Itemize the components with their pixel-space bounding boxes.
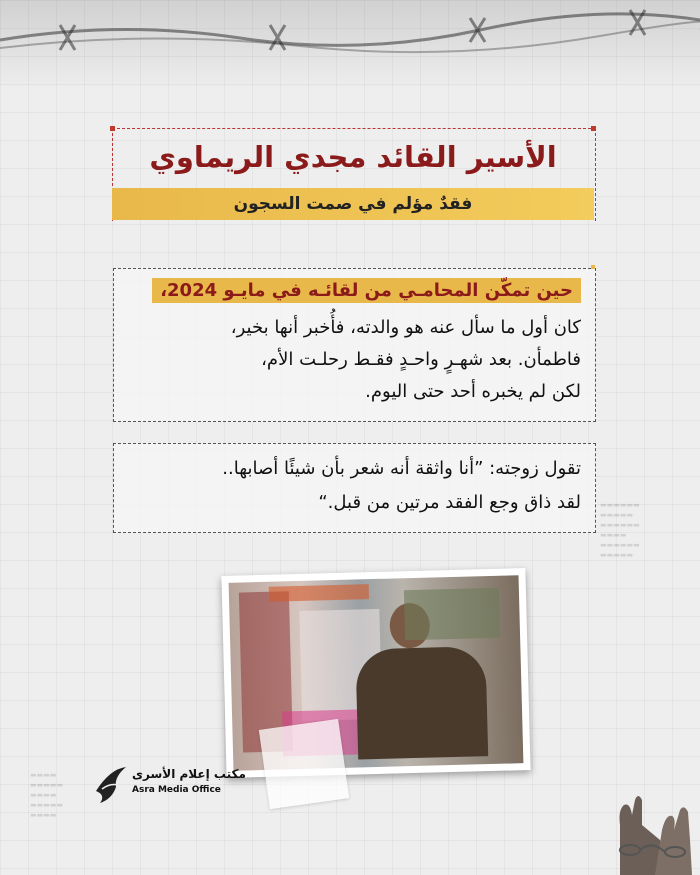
barbed-wire-banner	[0, 0, 700, 90]
highlight-text: حين تمكّن المحامـي من لقائـه في مايـو 2024،	[152, 278, 581, 303]
page-title: الأسير القائد مجدي الريماوي	[149, 140, 557, 174]
quote-box	[113, 443, 596, 533]
story-line: كان أول ما سأل عنه هو والدته، فأُخبر أنها بخير،	[230, 317, 581, 338]
barbed-wire-icon	[0, 0, 700, 90]
quote-line: تقول زوجته: ”أنا واثقة أنه شعر بأن شيئًا أصابها..	[222, 458, 581, 479]
box-corner	[591, 265, 595, 269]
logo-english: Asra Media Office	[132, 785, 221, 795]
brand-logo	[92, 765, 246, 805]
story-box	[113, 268, 596, 422]
photo-tape	[259, 719, 349, 809]
background-text-right: ▬▬▬▬▬▬ ▬▬▬▬▬ ▬▬▬▬▬▬ ▬▬▬▬ ▬▬▬▬▬▬ ▬▬▬▬▬	[600, 501, 640, 559]
background-text-left: ▬▬▬▬ ▬▬▬▬▬ ▬▬▬▬ ▬▬▬▬▬ ▬▬▬▬	[30, 771, 64, 819]
subtitle-bar: فقدٌ مؤلم في صمت السجون	[112, 188, 594, 220]
frame-corner	[591, 126, 596, 131]
bird-logo-icon	[92, 765, 128, 805]
story-line: لكن لم يخبره أحد حتى اليوم.	[365, 381, 581, 402]
chained-hands-icon	[600, 780, 700, 875]
story-line: فاطمأن. بعد شهـرٍ واحـدٍ فقـط رحلـت الأم،	[261, 349, 581, 370]
quote-line: لقد ذاق وجع الفقد مرتين من قبل.“	[318, 492, 581, 513]
frame-corner	[110, 126, 115, 131]
logo-arabic: مكتب إعلام الأسرى	[132, 767, 246, 781]
